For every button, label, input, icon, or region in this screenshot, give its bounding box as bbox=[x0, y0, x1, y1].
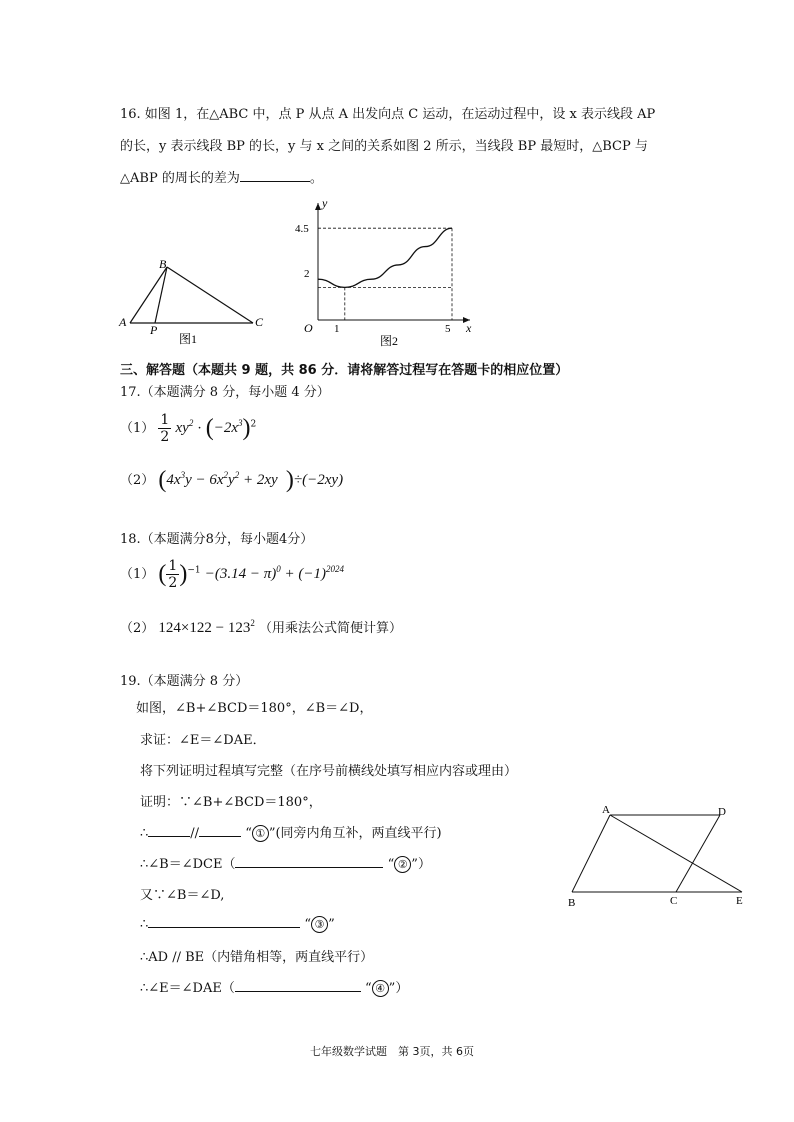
q18-p2-expr: 124×122 − 123 bbox=[158, 620, 251, 636]
x-axis-label: x bbox=[466, 321, 472, 335]
x-tick-1: 1 bbox=[334, 323, 340, 335]
y-axis-label: y bbox=[322, 196, 328, 210]
q19-step-6 bbox=[140, 977, 408, 997]
step1-reason: ”(同旁内角互补，两直线平行) bbox=[268, 826, 442, 841]
q19-step-2 bbox=[140, 853, 431, 873]
blank-step6[interactable] bbox=[235, 979, 361, 992]
y-axis-arrow bbox=[315, 203, 321, 210]
section-3-heading: 三、解答题（本题共 9 题，共 86 分．请将解答过程写在答题卡的相应位置） bbox=[120, 363, 569, 378]
q16-line3-text: △ABP 的周长的差为 bbox=[120, 171, 240, 186]
step1-parallel: // bbox=[190, 826, 200, 841]
q18-p1-label: （1） bbox=[120, 567, 155, 582]
q17-part2: （2） ($4x^3y - 6x^2y^2 + 2xy$ )÷(−2xy) bbox=[120, 467, 344, 493]
blank-step4[interactable] bbox=[148, 915, 300, 928]
q19-prove: 求证：∠E＝∠DAE． bbox=[140, 733, 266, 748]
step4-quote-close: ” bbox=[328, 917, 335, 932]
blank-step1-a[interactable] bbox=[148, 824, 190, 837]
fig1-label-b: B bbox=[159, 257, 167, 271]
segment-ae bbox=[610, 815, 742, 892]
fig3-label-b: B bbox=[568, 897, 576, 909]
segment-bc bbox=[167, 267, 253, 323]
segment-ab-fig3 bbox=[572, 815, 610, 892]
circled-number-1: ① bbox=[252, 825, 269, 842]
step4-prefix: ∴ bbox=[140, 917, 149, 932]
fig1-caption: 图1 bbox=[179, 332, 198, 346]
q19-instruction: 将下列证明过程填写完整（在序号前横线处填写相应内容或理由） bbox=[140, 764, 518, 779]
blank-step2[interactable] bbox=[235, 855, 383, 868]
step1-quote-open: “ bbox=[245, 826, 252, 841]
q16-line3 bbox=[120, 167, 323, 186]
step2-quote-open: “ bbox=[387, 857, 395, 872]
q19-step-1 bbox=[140, 822, 442, 842]
fraction-one-half-b: $\frac{1}{2}$ bbox=[168, 558, 178, 591]
q19-step-5: ∴AD // BE（内错角相等，两直线平行） bbox=[140, 950, 374, 965]
q17-header: 17.（本题满分 8 分，每小题 4 分） bbox=[120, 385, 330, 400]
fig1-label-a: A bbox=[119, 315, 127, 329]
circled-number-2: ② bbox=[394, 856, 411, 873]
q18-header: 18.（本题满分8分，每小题4分） bbox=[120, 532, 314, 547]
q19-step-3: 又∵∠B＝∠D, bbox=[140, 888, 225, 903]
x-tick-5: 5 bbox=[445, 323, 451, 335]
q17-p2-label: （2） bbox=[120, 473, 155, 488]
q19-step-4 bbox=[140, 915, 335, 933]
fig2-caption: 图2 bbox=[380, 334, 399, 348]
function-curve bbox=[318, 228, 452, 287]
fig3-label-c: C bbox=[670, 895, 678, 907]
figure-2-graph bbox=[290, 195, 490, 350]
q18-p2-note: （用乘法公式简便计算） bbox=[258, 621, 402, 636]
y-tick-4-5: 4.5 bbox=[295, 223, 309, 235]
q17-p1-label: （1） bbox=[120, 421, 155, 436]
step6-quote-close: ” bbox=[388, 981, 396, 996]
figure-1-triangle bbox=[115, 255, 275, 350]
page-footer: 七年级数学试题 第 3页，共 6页 bbox=[310, 1045, 474, 1058]
figure-3-parallelogram bbox=[560, 800, 760, 910]
q18-part1: （1） ( $\frac{1}{2}$ )$^{-1} -(3.14 - \pi)^0 + (-1)^{2024}$ bbox=[120, 558, 344, 591]
step2-quote-close: ” bbox=[411, 857, 418, 872]
q19-header: 19.（本题满分 8 分） bbox=[120, 674, 249, 689]
q19-given: 如图，∠B+∠BCD＝180°，∠B＝∠D， bbox=[136, 701, 373, 716]
step2-paren-close: ） bbox=[417, 857, 431, 872]
circled-number-4: ④ bbox=[372, 980, 389, 997]
circled-number-3: ③ bbox=[311, 916, 328, 933]
fig1-label-c: C bbox=[255, 315, 264, 329]
fraction-one-half: $\frac{1}{2}$ bbox=[160, 412, 170, 445]
step1-prefix: ∴ bbox=[140, 826, 149, 841]
q16-line1: 16. 如图 1，在△ABC 中，点 P 从点 A 出发向点 C 运动，在运动过程中，设 x 表示线段 AP bbox=[120, 107, 656, 122]
fig3-label-a: A bbox=[602, 804, 610, 816]
step4-quote-open: “ bbox=[304, 917, 312, 932]
q19-proof-1: 证明：∵∠B+∠BCD＝180°， bbox=[140, 795, 322, 810]
q16-answer-blank[interactable] bbox=[240, 169, 310, 182]
fig1-label-p: P bbox=[150, 323, 158, 337]
origin-label: O bbox=[304, 321, 313, 335]
q18-part2: （2） $124\times 122 - 123^2$ （用乘法公式简便计算） bbox=[120, 618, 402, 636]
fig3-label-e: E bbox=[736, 895, 743, 907]
fig3-label-d: D bbox=[718, 806, 726, 818]
q16-line3-end: 。 bbox=[309, 171, 323, 186]
step2-prefix: ∴∠B＝∠DCE（ bbox=[140, 857, 236, 872]
blank-step1-b[interactable] bbox=[199, 824, 241, 837]
segment-dc bbox=[676, 815, 720, 892]
step6-paren-close: ） bbox=[395, 981, 409, 996]
q16-line2: 的长，y 表示线段 BP 的长，y 与 x 之间的关系如图 2 所示，当线段 BP 最短时，△BCP 与 bbox=[120, 139, 648, 154]
q18-p2-label: （2） bbox=[120, 621, 155, 636]
q17-part1: （1） $\frac{1}{2}$ $xy^2 \cdot (-2x^3)^2$ bbox=[120, 412, 257, 445]
y-tick-2: 2 bbox=[304, 268, 310, 280]
step6-prefix: ∴∠E＝∠DAE（ bbox=[140, 981, 235, 996]
step6-quote-open: “ bbox=[365, 981, 372, 996]
